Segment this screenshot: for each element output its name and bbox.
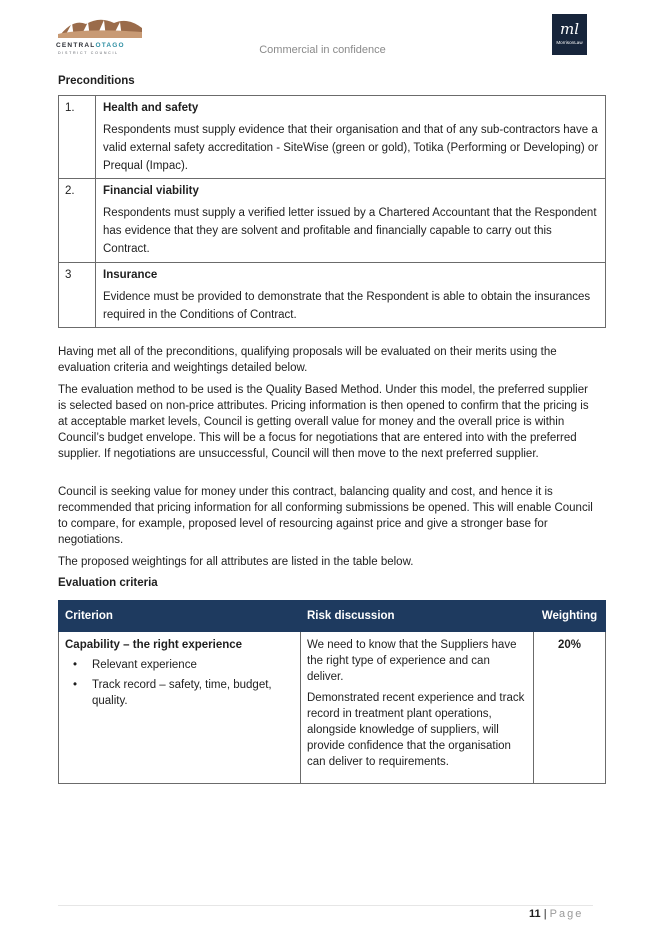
criterion-title: Capability – the right experience: [65, 639, 243, 651]
council-logo-icon: [56, 14, 144, 40]
risk-paragraph: We need to know that the Suppliers have the right type of experience and can deliver.: [307, 639, 517, 683]
weighting-cell: 20%: [534, 632, 606, 784]
preconditions-table: [58, 95, 606, 328]
table-row: [59, 632, 606, 784]
criterion-cell: [59, 632, 301, 784]
partner-logo-monogram: ml: [559, 20, 580, 38]
page-footer: [529, 908, 583, 920]
precondition-number: 1.: [59, 96, 96, 179]
page-number: 11: [529, 908, 541, 920]
criterion-bullets: [65, 657, 294, 709]
paragraph: Council is seeking value for money under this contract, balancing quality and cost, and hence it is recommended that pricing information for all conforming submissions be opened. This will enable Council to compare, for example, proposed level of resourcing against price and give a stronger base for negotiations.: [58, 486, 593, 546]
footer-divider: [58, 905, 593, 906]
precondition-description: Evidence must be provided to demonstrate that the Respondent is able to obtain the insurances required in the Conditions of Contract.: [103, 291, 591, 321]
partner-logo: [552, 14, 587, 55]
precondition-title: Insurance: [103, 269, 158, 281]
risk-cell: [301, 632, 534, 784]
evaluation-table: [58, 600, 606, 784]
precondition-number: 2.: [59, 179, 96, 263]
precondition-title: Health and safety: [103, 102, 199, 114]
column-header-risk: Risk discussion: [301, 601, 534, 632]
precondition-number: 3: [59, 263, 96, 328]
precondition-description: Respondents must supply evidence that their organisation and that of any sub-contractors have a valid external safety accreditation - SiteWise (green or gold), Totika (Performing or Developing) or Prequal (Impac).: [103, 124, 599, 172]
council-logo-name: CENTRALOTAGO: [56, 42, 125, 49]
page-label: Page: [549, 908, 584, 920]
precondition-description: Respondents must supply a verified letter issued by a Chartered Accountant that the Respondent has evidence that they are solvent and profitable and financially capable to carry out this Contract.: [103, 207, 597, 255]
list-item: • Relevant experience: [65, 657, 294, 673]
page-separator: |: [543, 908, 547, 920]
paragraph: The proposed weightings for all attributes are listed in the table below.: [58, 556, 414, 568]
table-row: [59, 179, 606, 263]
evaluation-title: Evaluation criteria: [58, 577, 158, 589]
table-row: [59, 96, 606, 179]
council-logo-subtitle: DISTRICT COUNCIL: [58, 51, 119, 55]
column-header-criterion: Criterion: [59, 601, 301, 632]
precondition-cell: [96, 179, 606, 263]
paragraph: The evaluation method to be used is the Quality Based Method. Under this model, the preferred supplier is selected based on non-price attributes. Pricing information is then opened to confirm that the pricing is at acceptable market levels, Council is getting overall value for money and the overall price is within Council’s budget envelope. This will be a focus for negotiations that are entered into with the preferred supplier. If negotiations are unsuccessful, Council will then move to the next preferred supplier.: [58, 384, 589, 460]
list-item: • Track record – safety, time, budget, quality.: [65, 677, 294, 709]
precondition-title: Financial viability: [103, 185, 199, 197]
preconditions-title: Preconditions: [58, 75, 135, 87]
column-header-weighting: Weighting: [534, 601, 606, 632]
paragraph: Having met all of the preconditions, qualifying proposals will be evaluated on their merits using the evaluation criteria and weightings detailed below.: [58, 346, 557, 374]
precondition-cell: [96, 96, 606, 179]
precondition-cell: [96, 263, 606, 328]
table-row: [59, 263, 606, 328]
partner-logo-name: MorrisonLaw: [556, 40, 583, 45]
table-header-row: [59, 601, 606, 632]
confidentiality-label: Commercial in confidence: [259, 44, 386, 56]
risk-paragraph: Demonstrated recent experience and track record in treatment plant operations, alongside knowledge of suppliers, will provide confidence that the organisation can deliver to requirements.: [307, 692, 525, 768]
